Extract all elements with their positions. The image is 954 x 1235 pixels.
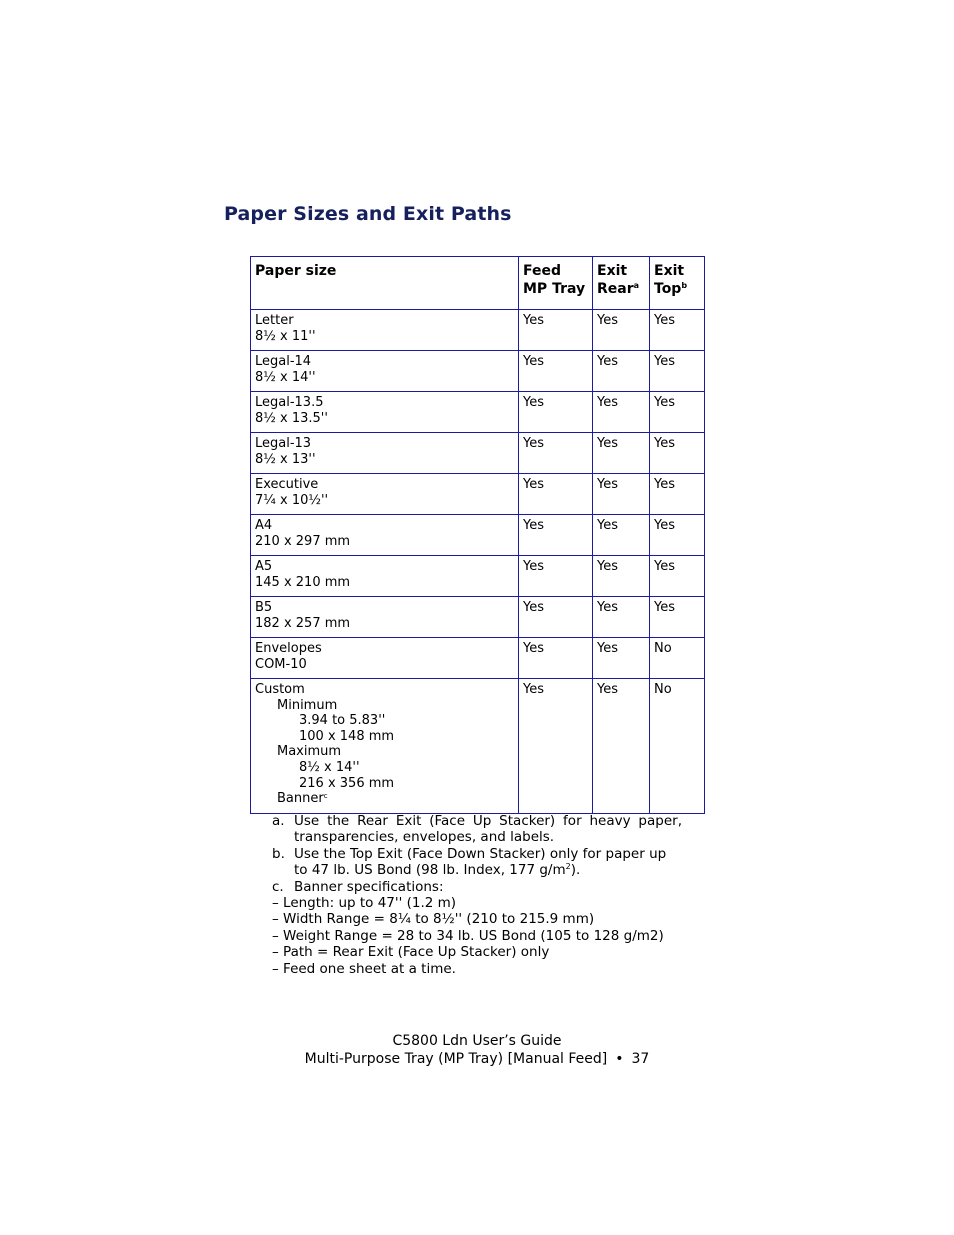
cell-exit-rear: Yes — [593, 351, 650, 392]
banner-spec-width: – Width Range = 8¼ to 8½'' (210 to 215.9 mm) — [272, 911, 595, 928]
section-and-page: Multi-Purpose Tray (MP Tray) [Manual Feed] • 37 — [304, 1050, 650, 1067]
footnote-ref-a: a — [633, 281, 640, 290]
cell-paper-size: Letter 8½ x 11'' — [251, 310, 519, 351]
page-footer — [0, 1033, 954, 1068]
table-row-custom — [251, 679, 705, 814]
header-feed-mp-tray: Feed MP Tray — [519, 257, 593, 310]
cell-feed: Yes — [519, 351, 593, 392]
cell-feed: Yes — [519, 638, 593, 679]
paper-sizes-table — [250, 256, 705, 814]
cell-exit-rear: Yes — [593, 474, 650, 515]
cell-exit-top: Yes — [650, 556, 705, 597]
guide-title: C5800 Ldn User’s Guide — [392, 1033, 562, 1049]
cell-exit-top: Yes — [650, 392, 705, 433]
table-header-row — [251, 257, 705, 310]
banner-spec-feed: – Feed one sheet at a time. — [272, 960, 456, 977]
cell-paper-size: A4 210 x 297 mm — [251, 515, 519, 556]
banner-spec-length: – Length: up to 47'' (1.2 m) — [272, 895, 457, 912]
cell-feed: Yes — [519, 433, 593, 474]
header-paper-size: Paper size — [251, 257, 519, 310]
cell-exit-top: Yes — [650, 515, 705, 556]
cell-paper-size: A5 145 x 210 mm — [251, 556, 519, 597]
cell-feed: Yes — [519, 556, 593, 597]
cell-exit-rear: Yes — [593, 392, 650, 433]
cell-exit-rear: Yes — [593, 310, 650, 351]
footnote-c: c. Banner specifications: — [272, 878, 444, 895]
cell-exit-top: Yes — [650, 597, 705, 638]
banner-spec-path: – Path = Rear Exit (Face Up Stacker) only — [272, 944, 550, 961]
cell-exit-rear: Yes — [593, 679, 650, 814]
table-row — [251, 556, 705, 597]
cell-exit-top: Yes — [650, 474, 705, 515]
cell-exit-rear: Yes — [593, 597, 650, 638]
cell-feed: Yes — [519, 515, 593, 556]
cell-feed: Yes — [519, 474, 593, 515]
cell-exit-rear: Yes — [593, 433, 650, 474]
page-title: Paper Sizes and Exit Paths — [224, 203, 512, 225]
cell-paper-size: Legal-13 8½ x 13'' — [251, 433, 519, 474]
table-row — [251, 351, 705, 392]
footnote-a: a. Use the Rear Exit (Face Up Stacker) for heavy paper, transparencies, envelopes, and labels. — [272, 813, 682, 846]
cell-paper-size: Custom Minimum 3.94 to 5.83'' 100 x 148 mm Maximum 8½ x 14'' 216 x 356 mm Banner$^c$ — [251, 679, 519, 814]
cell-feed: Yes — [519, 310, 593, 351]
table-row — [251, 474, 705, 515]
cell-paper-size: Legal-14 8½ x 14'' — [251, 351, 519, 392]
table-row — [251, 515, 705, 556]
footnotes — [272, 813, 682, 977]
footnote-b: b. Use the Top Exit (Face Down Stacker) only for paper up to 47 lb. US Bond (98 lb. Index, 177 $g/m^2$). — [272, 845, 667, 879]
cell-feed: Yes — [519, 679, 593, 814]
cell-exit-top: No — [650, 679, 705, 814]
table-row — [251, 392, 705, 433]
table-row — [251, 310, 705, 351]
cell-paper-size: Envelopes COM-10 — [251, 638, 519, 679]
cell-paper-size: Executive 7¼ x 10½'' — [251, 474, 519, 515]
cell-exit-rear: Yes — [593, 515, 650, 556]
cell-exit-top: Yes — [650, 351, 705, 392]
table-row — [251, 433, 705, 474]
cell-paper-size: Legal-13.5 8½ x 13.5'' — [251, 392, 519, 433]
cell-feed: Yes — [519, 392, 593, 433]
cell-exit-rear: Yes — [593, 638, 650, 679]
cell-exit-top: Yes — [650, 433, 705, 474]
banner-spec-weight: – Weight Range = 28 to 34 lb. US Bond (105 to 128 g/m2) — [272, 927, 664, 944]
header-exit-rear: Exit Rear$^a$ — [593, 257, 650, 310]
cell-paper-size: B5 182 x 257 mm — [251, 597, 519, 638]
table-row — [251, 638, 705, 679]
header-exit-top: Exit Top$^b$ — [650, 257, 705, 310]
footnote-ref-c: c — [323, 792, 328, 801]
footnote-ref-b: b — [681, 281, 688, 290]
cell-exit-rear: Yes — [593, 556, 650, 597]
cell-exit-top: No — [650, 638, 705, 679]
cell-exit-top: Yes — [650, 310, 705, 351]
cell-feed: Yes — [519, 597, 593, 638]
page-number: 37 — [631, 1050, 650, 1067]
table-row — [251, 597, 705, 638]
